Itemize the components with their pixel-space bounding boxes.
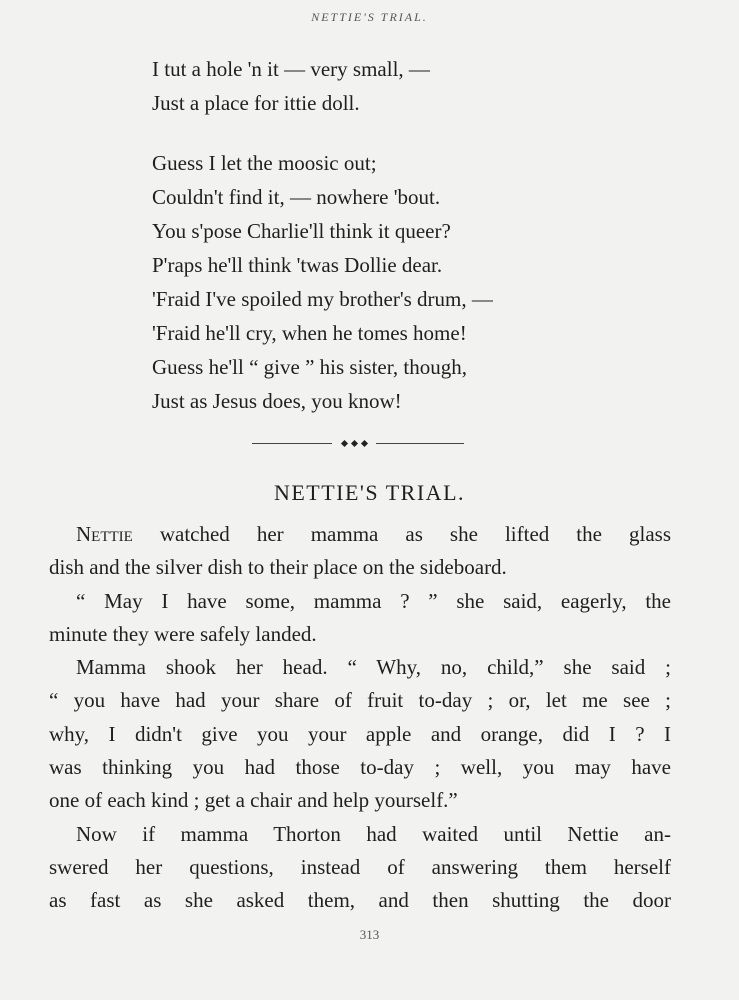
divider-rule-right bbox=[376, 443, 464, 444]
story-text bbox=[49, 518, 671, 918]
prose-line: “ you have had your share of fruit to-day ; or, let me see ; bbox=[49, 688, 671, 713]
running-head: NETTIE'S TRIAL. bbox=[311, 10, 428, 24]
poem-stanza bbox=[152, 146, 672, 418]
page-number: 313 bbox=[359, 927, 380, 942]
poem-line: You s'pose Charlie'll think it queer? bbox=[152, 219, 451, 243]
prose-line: why, I didn't give you your apple and orange, did I ? I bbox=[49, 721, 671, 746]
poem-line: 'Fraid I've spoiled my brother's drum, — bbox=[152, 287, 493, 311]
story-title: NETTIE'S TRIAL. bbox=[273, 480, 466, 505]
poem-line: Just a place for ittie doll. bbox=[152, 91, 360, 115]
divider-diamond bbox=[341, 440, 348, 447]
prose-line: “ May I have some, mamma ? ” she said, eagerly, the bbox=[76, 588, 671, 613]
poem-line: Guess he'll “ give ” his sister, though, bbox=[152, 355, 467, 379]
prose-line: as fast as she asked them, and then shutting the door bbox=[49, 888, 671, 913]
poem-line: 'Fraid he'll cry, when he tomes home! bbox=[152, 321, 467, 345]
poem bbox=[152, 52, 672, 444]
prose-line: was thinking you had those to-day ; well, you may have bbox=[49, 755, 671, 780]
drop-word: Nettie bbox=[76, 522, 133, 546]
divider-diamond bbox=[361, 440, 368, 447]
poem-line: Just as Jesus does, you know! bbox=[152, 389, 402, 413]
section-divider-ornament bbox=[252, 441, 464, 447]
poem-line: P'raps he'll think 'twas Dollie dear. bbox=[152, 253, 443, 277]
poem-line: Couldn't find it, — nowhere 'bout. bbox=[152, 185, 441, 209]
poem-stanza bbox=[152, 52, 672, 120]
poem-line: I tut a hole 'n it — very small, — bbox=[152, 57, 430, 81]
prose-line: Now if mamma Thorton had waited until Nettie an- bbox=[76, 821, 671, 846]
prose-line: dish and the silver dish to their place on the sideboard. bbox=[49, 555, 507, 580]
divider-diamond bbox=[351, 440, 358, 447]
prose-line-text: watched her mamma as she lifted the glass bbox=[132, 522, 671, 546]
prose-line bbox=[49, 518, 671, 551]
prose-line: Mamma shook her head. “ Why, no, child,” she said ; bbox=[76, 655, 671, 680]
prose-line: minute they were safely landed. bbox=[49, 621, 317, 646]
prose-line: one of each kind ; get a chair and help yourself.” bbox=[49, 788, 458, 813]
divider-rule-left bbox=[252, 443, 332, 444]
prose-line: swered her questions, instead of answering them herself bbox=[49, 854, 671, 879]
poem-line: Guess I let the moosic out; bbox=[152, 151, 377, 175]
